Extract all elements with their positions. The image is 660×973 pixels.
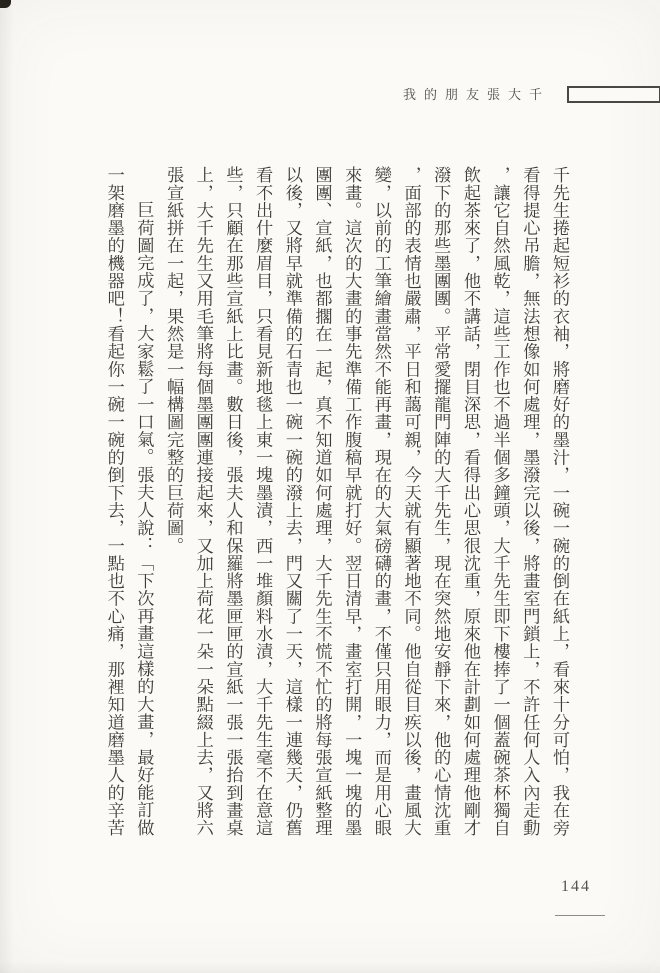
text-column: 巨荷圖完成了，大家鬆了一口氣。張夫人說：「下次再畫這樣的大畫，最好能訂做 <box>134 201 154 837</box>
header-decoration-box <box>567 86 660 103</box>
scan-edge-shading-bottom <box>0 961 660 973</box>
text-column: 看不出什麼眉目，只看見新地毯上東一塊墨漬，西一堆顏料水漬，大千先生毫不在意這 <box>253 166 273 837</box>
text-column: 團團、宣紙，也都擱在一起，真不知道如何處理，大千先生不慌不忙的將每張宣紙整理 <box>312 166 332 837</box>
text-column: 張宣紙拼在一起，果然是一幅構圖完整的巨荷圖。 <box>164 166 184 555</box>
body-text <box>99 166 574 838</box>
text-column: 上，大千先生又用毛筆將每個墨團團連接起來，又加上荷花一朵一朵點綴上去，又將六 <box>193 166 213 837</box>
text-column: 一架磨墨的機器吧！看起你一碗一碗的倒下去，一點也不心痛，那裡知道磨墨人的辛苦 <box>104 166 124 837</box>
page-number: 144 <box>561 878 591 895</box>
text-column: ，面部的表情也嚴肅，平日和藹可親，今天就有顯著地不同。他自從目疾以後，畫風大 <box>401 166 421 837</box>
text-column: ，讓它自然風乾，這些工作也不過半個多鐘頭，大千先生即下樓捧了一個蓋碗茶杯獨自 <box>490 166 510 837</box>
text-column: 以後，又將早就準備的石青也一碗一碗的潑上去，門又關了一天，這樣一連幾天，仍舊 <box>282 166 302 837</box>
text-column: 潑下的那些墨團團。平常愛擺龍門陣的大千先生，現在突然地安靜下來，他的心情沈重 <box>431 166 451 837</box>
text-column: 千先生捲起短衫的衣袖，將磨好的墨汁，一碗一碗的倒在紙上，看來十分可怕，我在旁 <box>550 166 569 837</box>
text-column: 看得提心吊膽，無法想像如何處理，墨潑完以後，將畫室門鎖上，不許任何人入內走動 <box>520 166 540 837</box>
text-column: 變，以前的工筆繪畫當然不能再畫，現在的大氣磅礴的畫，不僅只用眼力，而是用心眼 <box>371 166 391 837</box>
running-title: 我的朋友張大千 <box>403 87 551 102</box>
text-column: 飲起茶來了，他不講話，閉目深思，看得出心思很沈重，原來他在計劃如何處理他剛才 <box>460 166 480 837</box>
text-column: 來畫。這次的大畫的事先準備工作腹稿早就打好。翌日清早，畫室打開，一塊一塊的墨 <box>342 166 362 837</box>
scan-edge-shading-left <box>0 0 14 973</box>
page-number-rule <box>555 915 605 916</box>
text-column: 些，只顧在那些宣紙上比畫。數日後，張夫人和保羅將墨匣匣的宣紙一張一張抬到畫桌 <box>223 166 243 837</box>
